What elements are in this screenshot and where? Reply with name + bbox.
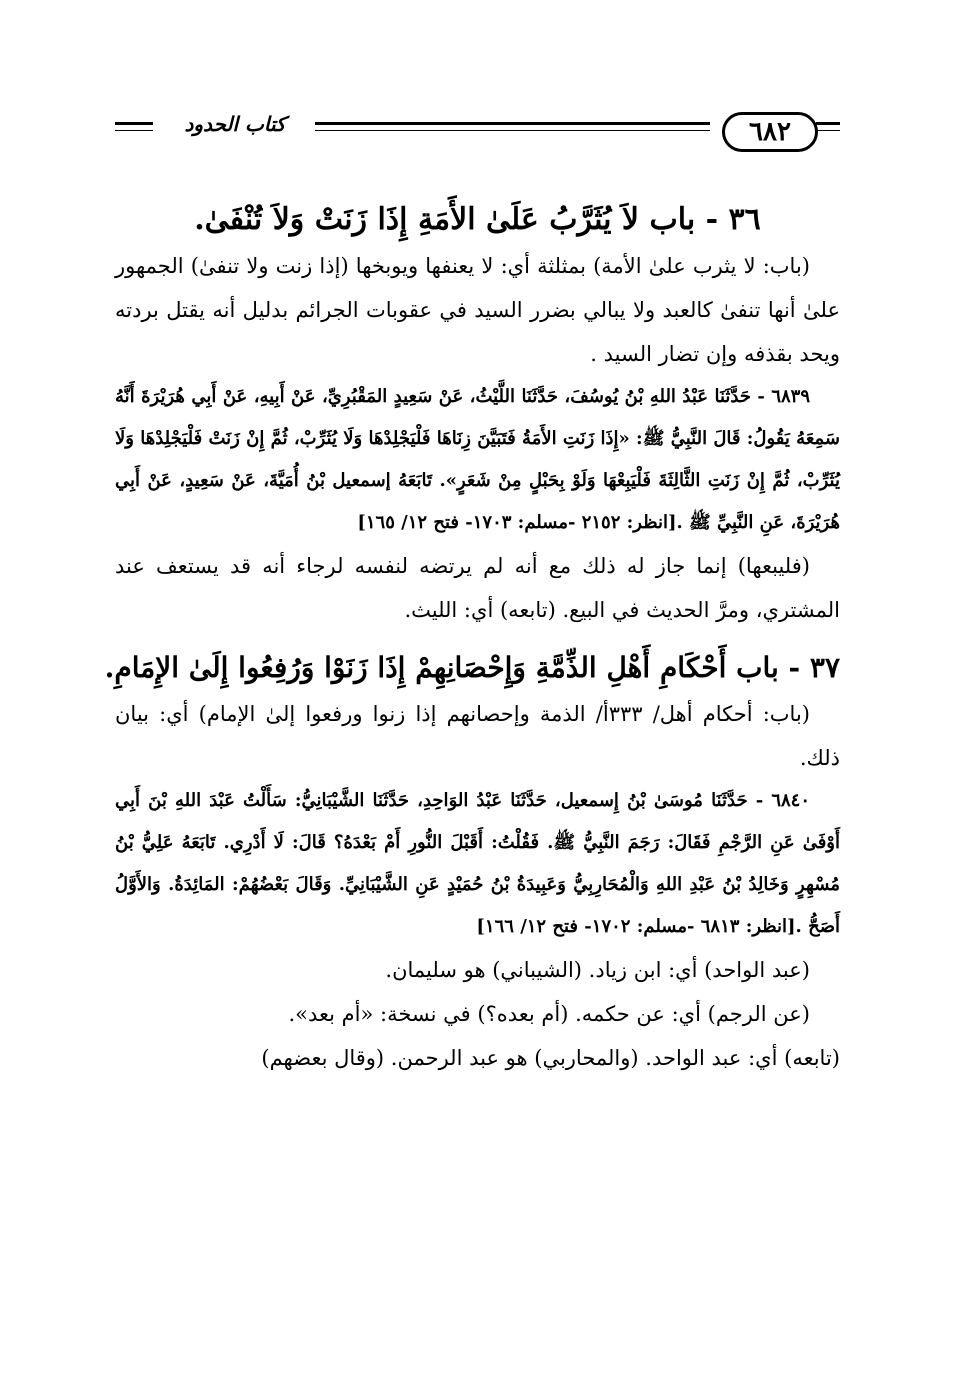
page <box>104 108 840 1080</box>
header-rule-mid-2 <box>315 130 710 131</box>
commentary-37: (باب: أحكام أهل/ ٣٣٣أ/ الذمة وإحصانهم إذا زنوا ورفعوا إلىٰ الإمام) أي: بيان ذلك. <box>115 702 840 770</box>
note-abd-alwahid: (عبد الواحد) أي: ابن زياد. (الشيباني) هو سليمان. <box>385 958 810 982</box>
header-rule-right-1 <box>816 122 840 125</box>
bab-title-37: ٣٧ - باب أَحْكَامِ أَهْلِ الذِّمَّةِ وَإِحْصَانِهِمْ إِذَا زَنَوْا وَرُفِعُوا إِلَىٰ الإِمَامِ. <box>104 651 840 684</box>
bab-title-36: ٣٦ - باب لاَ يُثَرَّبُ عَلَىٰ الأَمَةِ إِذَا زَنَتْ وَلاَ تُنْفَىٰ. <box>194 202 761 237</box>
commentary-6839: (فليبعها) إنما جاز له ذلك مع أنه لم يرتضه لنفسه لرجاء أنه قد يستعف عند المشتري، ومرَّ الحديث في البيع. (تابعه) أي: الليث. <box>115 554 840 622</box>
hadith-6840: ٦٨٤٠ - حَدَّثَنَا مُوسَىٰ بْنُ إِسمعيل، حَدَّثَنَا عَبْدُ الوَاحِدِ، حَدَّثَنَا الشَّيْبَانِيُّ: سَأَلْتُ عَبْدَ اللهِ بْنَ أَبِي أَوْفَىٰ عَنِ الرَّجْمِ فَقَالَ: رَجَمَ النَّبِيُّ ﷺ. فَقُلْتُ: أَقَبْلَ النُّورِ أَمْ بَعْدَهُ؟ قَالَ: لَا أَدْرِي. تَابَعَهُ عَلِيُّ بْنُ مُسْهِرٍ وَخَالِدُ بْنُ عَبْدِ اللهِ وَالْمُحَارِبِيُّ وَعَبِيدَةُ بْنُ حُمَيْدٍ عَنِ الشَّيْبَانِيِّ. وَقَالَ بَعْضُهُمْ: المَائِدَةُ. وَالأَوَّلُ أَصَحُّ .[انظر: ٦٨١٣ -مسلم: ١٧٠٢- فتح ١٢/ ١٦٦] <box>115 790 840 937</box>
note-rajm: (عن الرجم) أي: عن حكمه. (أم بعده؟) في نسخة: «أم بعد». <box>288 1002 810 1026</box>
hadith-6839: ٦٨٣٩ - حَدَّثَنَا عَبْدُ اللهِ بْنُ يُوسُفَ، حَدَّثَنَا اللَّيْثُ، عَنْ سَعِيدٍ المَقْبُرِيِّ، عَنْ أَبِيهِ، عَنْ أَبِي هُرَيْرَةَ أَنَّهُ سَمِعَهُ يَقُولُ: قَالَ النَّبِيُّ ﷺ: «إِذَا زَنَتِ الأَمَةُ فَتَبَيَّنَ زِنَاهَا فَلْيَجْلِدْهَا وَلَا يُثَرِّبْ، ثُمَّ إِنْ زَنَتْ فَلْيَجْلِدْهَا وَلَا يُثَرِّبْ، ثُمَّ إِنْ زَنَتِ الثَّالِثَةَ فَلْيَبِعْهَا وَلَوْ بِحَبْلٍ مِنْ شَعَرٍ». تَابَعَهُ إسمعيل بْنُ أُمَيَّةَ، عَنْ سَعِيدٍ، عَنْ أَبِي هُرَيْرَةَ، عَنِ النَّبِيِّ ﷺ .[انظر: ٢١٥٢ -مسلم: ١٧٠٣- فتح ١٢/ ١٦٥] <box>115 386 840 533</box>
commentary-36: (باب: لا يثرب علىٰ الأمة) بمثلثة أي: لا يعنفها ويوبخها (إذا زنت ولا تنفىٰ) الجمهور علىٰ أنها تنفىٰ كالعبد ولا يبالي بضرر السيد في عقوبات الجرائم بدليل أنه يقتل بردته ويحد بقذفه وإن تضار السيد . <box>115 254 840 366</box>
header-rule-left-2 <box>115 130 153 131</box>
header-rule-right-2 <box>816 130 840 131</box>
page-number: ٦٨٢ <box>722 112 818 152</box>
page-header <box>115 108 840 158</box>
header-rule-left-1 <box>115 122 153 125</box>
book-title: كتاب الحدود <box>165 112 305 136</box>
header-rule-mid-1 <box>315 122 710 125</box>
note-tabaahu: (تابعه) أي: عبد الواحد. (والمحاربي) هو عبد الرحمن. (وقال بعضهم) <box>261 1046 840 1070</box>
